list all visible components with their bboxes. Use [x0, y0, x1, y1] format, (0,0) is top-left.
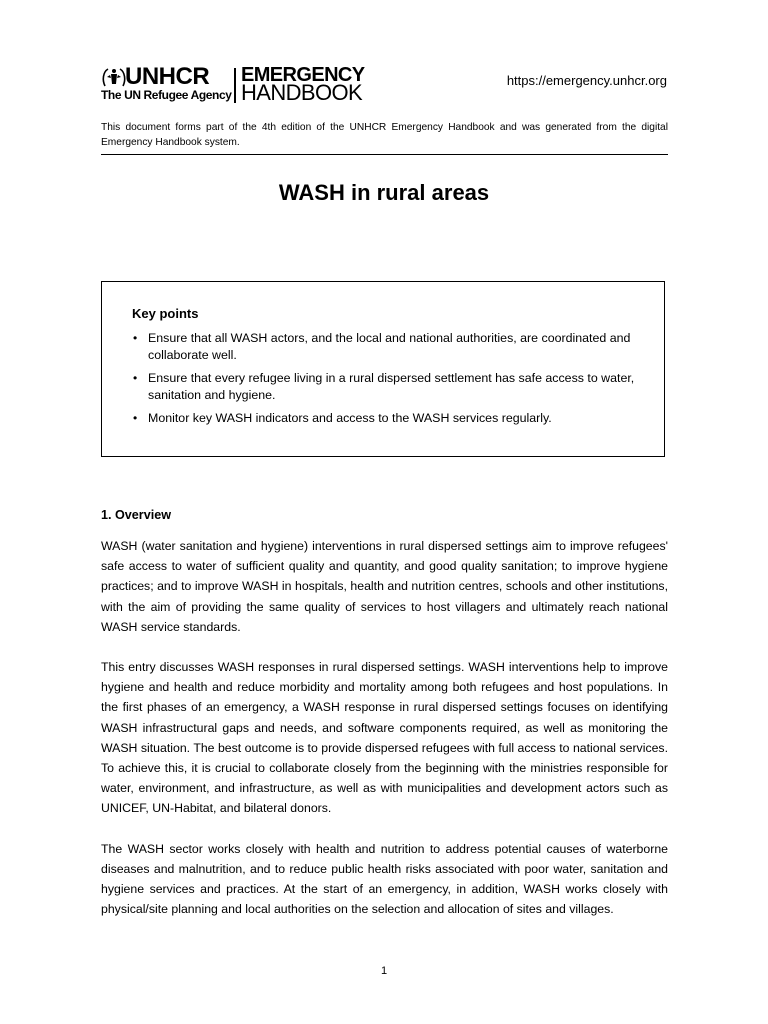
logo-tagline: The UN Refugee Agency: [101, 88, 232, 102]
overview-paragraph: The WASH sector works closely with health and nutrition to address potential causes of waterborne diseases and malnutrition, and to reduce public health risks associated with poor water, sanitation and hygiene services and practices. At the start of an emergency, in addition, WASH works closely with physical/site planning and local authorities on the selection and allocation of sites and villages.: [101, 841, 668, 917]
page-title: WASH in rural areas: [278, 180, 490, 205]
overview-paragraph: This entry discusses WASH responses in rural dispersed settings. WASH interventions help to improve hygiene and health and reduce morbidity and mortality among both refugees and host populations. In the first phases of an emergency, a WASH response in rural dispersed settings focuses on identifying WASH infrastructural gaps and needs, and software components required, as well as monitoring the WASH situation. The best outcome is to provide dispersed refugees with full access to national services. To achieve this, it is crucial to collaborate closely from the beginning with the ministries responsible for water, environment, and infrastructure, as well as with municipalities and development actors such as UNICEF, UN-Habitat, and bilateral donors.: [101, 660, 668, 816]
logo-name: UNHCR: [125, 63, 210, 90]
bullet-icon: •: [133, 411, 138, 425]
logo-product-line2: HANDBOOK: [241, 80, 363, 105]
key-point-text: Ensure that all WASH actors, and the local and national authorities, are coordinated and collaborate well.: [148, 331, 631, 362]
overview-paragraph: WASH (water sanitation and hygiene) interventions in rural dispersed settings aim to improve refugees' safe access to water of sufficient quality and quantity, and good quality sanitation; to improve hygiene practices; and to improve WASH in hospitals, health and nutrition centres, schools and other institutions, with the aim of providing the same quality of services to host villagers and ultimately reach national WASH service standards.: [101, 539, 668, 634]
overview-section: [101, 506, 668, 939]
key-point-text: Ensure that every refugee living in a rural dispersed settlement has safe access to water, sanitation and hygiene.: [148, 371, 635, 402]
logo-divider: [234, 68, 236, 103]
key-points-box: [101, 281, 665, 457]
document-header: [101, 65, 667, 105]
unhcr-emblem-icon: [101, 66, 127, 88]
logo-product-line1: EMERGENCY: [241, 64, 365, 86]
bullet-icon: •: [133, 371, 138, 385]
key-point-item: [132, 330, 647, 364]
key-points-list: [132, 330, 647, 433]
overview-heading: 1. Overview: [101, 508, 172, 522]
key-point-item: [132, 410, 647, 427]
header-divider: [101, 154, 668, 155]
bullet-icon: •: [133, 331, 138, 345]
key-points-heading: Key points: [132, 306, 199, 321]
key-point-text: Monitor key WASH indicators and access to the WASH services regularly.: [148, 411, 552, 425]
handbook-url-link[interactable]: https://emergency.unhcr.org: [506, 73, 667, 88]
page-number: 1: [380, 965, 388, 977]
generation-notice: This document forms part of the 4th edition of the UNHCR Emergency Handbook and was generated from the digital Emergency Handbook system.: [101, 122, 668, 148]
key-point-item: [132, 370, 647, 404]
